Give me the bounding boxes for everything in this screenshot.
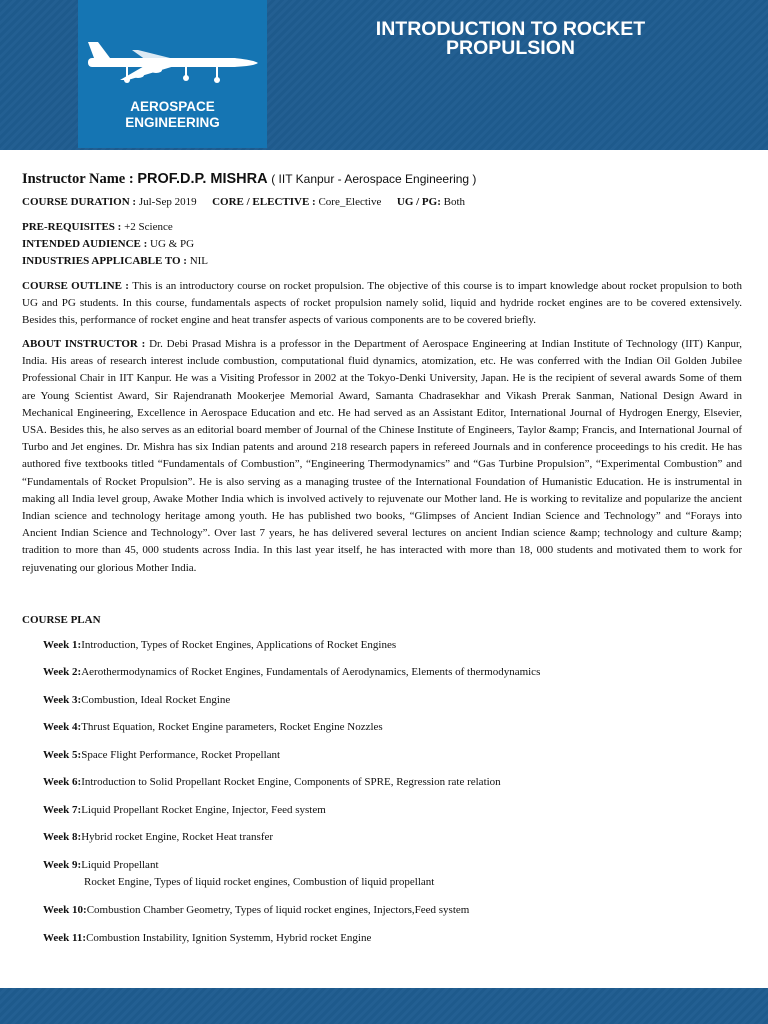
week-label: Week 5: (43, 749, 82, 761)
week-6-item (43, 774, 501, 791)
airplane-icon (86, 38, 259, 86)
logo-text-aerospace: AEROSPACE (130, 99, 215, 114)
week-label: Week 7: (43, 804, 82, 816)
week-label: Week 10: (43, 904, 87, 916)
header-banner (0, 0, 768, 150)
course-title (338, 20, 683, 58)
week-10-item (43, 902, 469, 919)
week-topic: Hybrid rocket Engine, Rocket Heat transfer (81, 831, 274, 843)
week-1-item (43, 637, 396, 654)
week-topic: Thrust Equation, Rocket Engine parameters, Rocket Engine Nozzles (81, 721, 383, 733)
week-topic: Combustion Instability, Ignition Systemm, Hybrid rocket Engine (86, 932, 372, 944)
week-9-topic-continued: Rocket Engine, Types of liquid rocket engines, Combustion of liquid propellant (84, 876, 435, 888)
course-title-line-1: INTRODUCTION TO ROCKET (375, 18, 646, 40)
duration-value: Jul-Sep 2019 (138, 196, 197, 208)
week-2-item (43, 664, 540, 681)
week-topic: Introduction, Types of Rocket Engines, Applications of Rocket Engines (81, 639, 397, 651)
course-outline-label: COURSE OUTLINE : (22, 280, 133, 292)
week-label: Week 1: (43, 639, 82, 651)
instructor-affiliation: ( IIT Kanpur - Aerospace Engineering ) (271, 172, 477, 186)
week-7-item (43, 802, 326, 819)
week-11-item (43, 930, 371, 947)
industries-value: NIL (189, 255, 209, 267)
course-title-line-2: PROPULSION (446, 37, 575, 59)
logo-text-engineering: ENGINEERING (125, 115, 220, 130)
course-plan-heading: COURSE PLAN (22, 614, 101, 626)
duration-label: COURSE DURATION : (22, 196, 139, 208)
week-topic: Combustion, Ideal Rocket Engine (81, 694, 231, 706)
week-label: Week 3: (43, 694, 82, 706)
week-label: Week 6: (43, 776, 82, 788)
week-topic: Aerothermodynamics of Rocket Engines, Fundamentals of Aerodynamics, Elements of thermodynamics (81, 666, 541, 678)
about-instructor-paragraph (22, 336, 742, 577)
week-4-item (43, 719, 383, 736)
about-instructor-text: Dr. Debi Prasad Mishra is a professor in the Department of Aerospace Engineering at Indian Institute of Technology (IIT) Kanpur, India. His areas of research interest include combustion, computational fluid dynamics, atomization, etc. He was conferred with the Indian Oil Golden Jubilee Professional Chair in IIT Kanpur. He was a Visiting Professor in 2002 at the Tokyo-Denki University, Japan. He is the recipient of several awards Some of them are Young Scientist Award, Sir Rajendranath Mookerjee Memorial Award, Samanta Chadrasekhar and Vikash Prerak Sanman, National Design Award in Mechanical Engineering, Excellence in Aerospace Education and etc. He had served as an Assistant Editor, International Journal of Hydrogen Energy, Elsevier, USA. Besides this, he also serves as an editorial board member of Journal of the Chinese Institute of Engineers, Taylor &amp; Francis, and International Journal of Turbo and Jet engines. Dr. Mishra has six Indian patents and around 218 research papers in refereed Journals and in conference proceedings to his credit. He has authored five textbooks titled “Fundamentals of Combustion”, “Engineering Thermodynamics” and “Gas Turbine Propulsion”, “Experimental Combustion” and “Fundamentals of Rocket Propulsion”. He is also serving as a managing trustee of the International Foundation of Humanistic Education. He is instrumental in making all India level group, Awake Mother India which is involved actively to rejuvenate our Mother land. He is working to revitalize and popularize the ancient Indian science and technology heritage among youth. He has published two books, “Glimpses of Ancient Indian Science and Technology” and “Forays into Ancient Indian Science and Technology”. Over last 7 years, he has delivered several lectures on ancient Indian science &amp; technology and culture &amp; tradition to more than 45, 000 students across India. In this last year itself, he has interacted with more than 18, 000 students and motivated them to work for rejuvenating our glorious Mother India. (22, 338, 743, 574)
week-9-item (43, 857, 159, 874)
instructor-label: Instructor Name : (22, 171, 138, 187)
aerospace-engineering-logo (78, 0, 267, 148)
week-topic: Liquid Propellant (81, 859, 159, 871)
week-topic: Liquid Propellant Rocket Engine, Injector, Feed system (81, 804, 326, 816)
ug-pg-label: UG / PG: (396, 196, 444, 208)
week-label: Week 4: (43, 721, 82, 733)
week-topic: Introduction to Solid Propellant Rocket Engine, Components of SPRE, Regression rate relation (81, 776, 501, 788)
week-topic: Combustion Chamber Geometry, Types of liquid rocket engines, Injectors,Feed system (86, 904, 470, 916)
course-meta-line (22, 194, 465, 211)
industries-line (22, 253, 208, 270)
footer-banner (0, 988, 768, 1024)
intended-audience-line (22, 236, 194, 253)
instructor-line (22, 171, 476, 188)
ug-pg-value: Both (443, 196, 466, 208)
prerequisites-label: PRE-REQUISITES : (22, 221, 125, 233)
week-label: Week 2: (43, 666, 82, 678)
about-instructor-label: ABOUT INSTRUCTOR : (22, 338, 150, 350)
prerequisites-value: +2 Science (124, 221, 173, 233)
week-8-item (43, 829, 273, 846)
core-elective-value: Core_Elective (318, 196, 382, 208)
intended-audience-label: INTENDED AUDIENCE : (22, 238, 151, 250)
instructor-name: PROF.D.P. MISHRA (137, 171, 268, 187)
week-5-item (43, 747, 280, 764)
week-label: Week 8: (43, 831, 82, 843)
industries-label: INDUSTRIES APPLICABLE TO : (22, 255, 190, 267)
week-topic: Space Flight Performance, Rocket Propellant (81, 749, 281, 761)
week-label: Week 11: (43, 932, 87, 944)
prerequisites-line (22, 219, 173, 236)
week-label: Week 9: (43, 859, 82, 871)
intended-audience-value: UG & PG (150, 238, 195, 250)
course-outline-paragraph (22, 278, 742, 330)
week-3-item (43, 692, 230, 709)
core-elective-label: CORE / ELECTIVE : (212, 196, 319, 208)
course-outline-text: This is an introductory course on rocket propulsion. The objective of this course is to impart knowledge about rocket propulsion to both UG and PG students. In this course, fundamentals aspects of rocket propulsion namely solid, liquid and hydride rocket engines are to be covered extensively. Besides this, performance of rocket engine and heat transfer aspects of various components are to be covered briefly. (22, 280, 742, 327)
